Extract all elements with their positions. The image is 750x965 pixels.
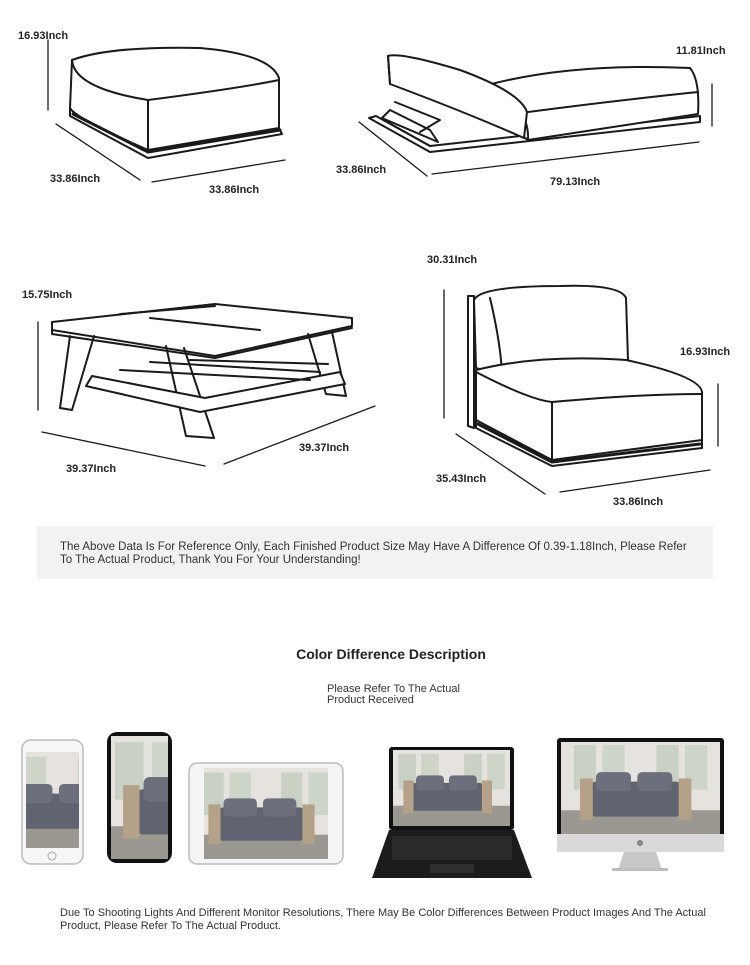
laptop (372, 747, 532, 878)
chair-width-label: 33.86Inch (613, 496, 664, 508)
phone-white (0, 740, 142, 864)
chair-depth-label: 35.43Inch (436, 473, 487, 485)
table-depth-label: 39.37Inch (66, 463, 117, 475)
color-difference-title: Color Difference Description (296, 646, 486, 662)
table-width-label: 39.37Inch (299, 442, 350, 454)
subtitle-line-2: Product Received (327, 694, 414, 706)
subtitle-line-1: Please Refer To The Actual (327, 683, 460, 695)
lounger-height-label: 11.81Inch (676, 45, 726, 57)
ottoman-drawing (48, 40, 285, 182)
table-height-label: 15.75Inch (22, 289, 73, 301)
reference-note-text: The Above Data Is For Reference Only, Each Finished Product Size May Have A Difference Of 0.39-1.18Inch, Please Refer To The Actual Product, Thank You For Your Understanding! (60, 541, 687, 566)
ottoman-depth-label: 33.86Inch (50, 173, 101, 185)
chair-drawing (444, 286, 718, 494)
phone-black (99, 732, 304, 863)
lounger-drawing (359, 55, 712, 176)
chair-total-height-label: 30.31Inch (427, 254, 478, 266)
lounger-width-label: 79.13Inch (550, 176, 601, 188)
ottoman-width-label: 33.86Inch (209, 184, 260, 196)
footer-note: Due To Shooting Lights And Different Monitor Resolutions, There May Be Color Differences Between Product Images And The Actual Product, Please Refer To The Actual Product. (60, 907, 706, 932)
color-difference-subtitle (327, 684, 487, 706)
lounger-depth-label: 33.86Inch (336, 164, 387, 176)
ottoman-height-label: 16.93Inch (18, 30, 69, 42)
chair-seat-height-label: 16.93Inch (680, 346, 731, 358)
reference-note-box (37, 526, 713, 579)
imac (557, 738, 724, 871)
tablet (189, 763, 343, 864)
